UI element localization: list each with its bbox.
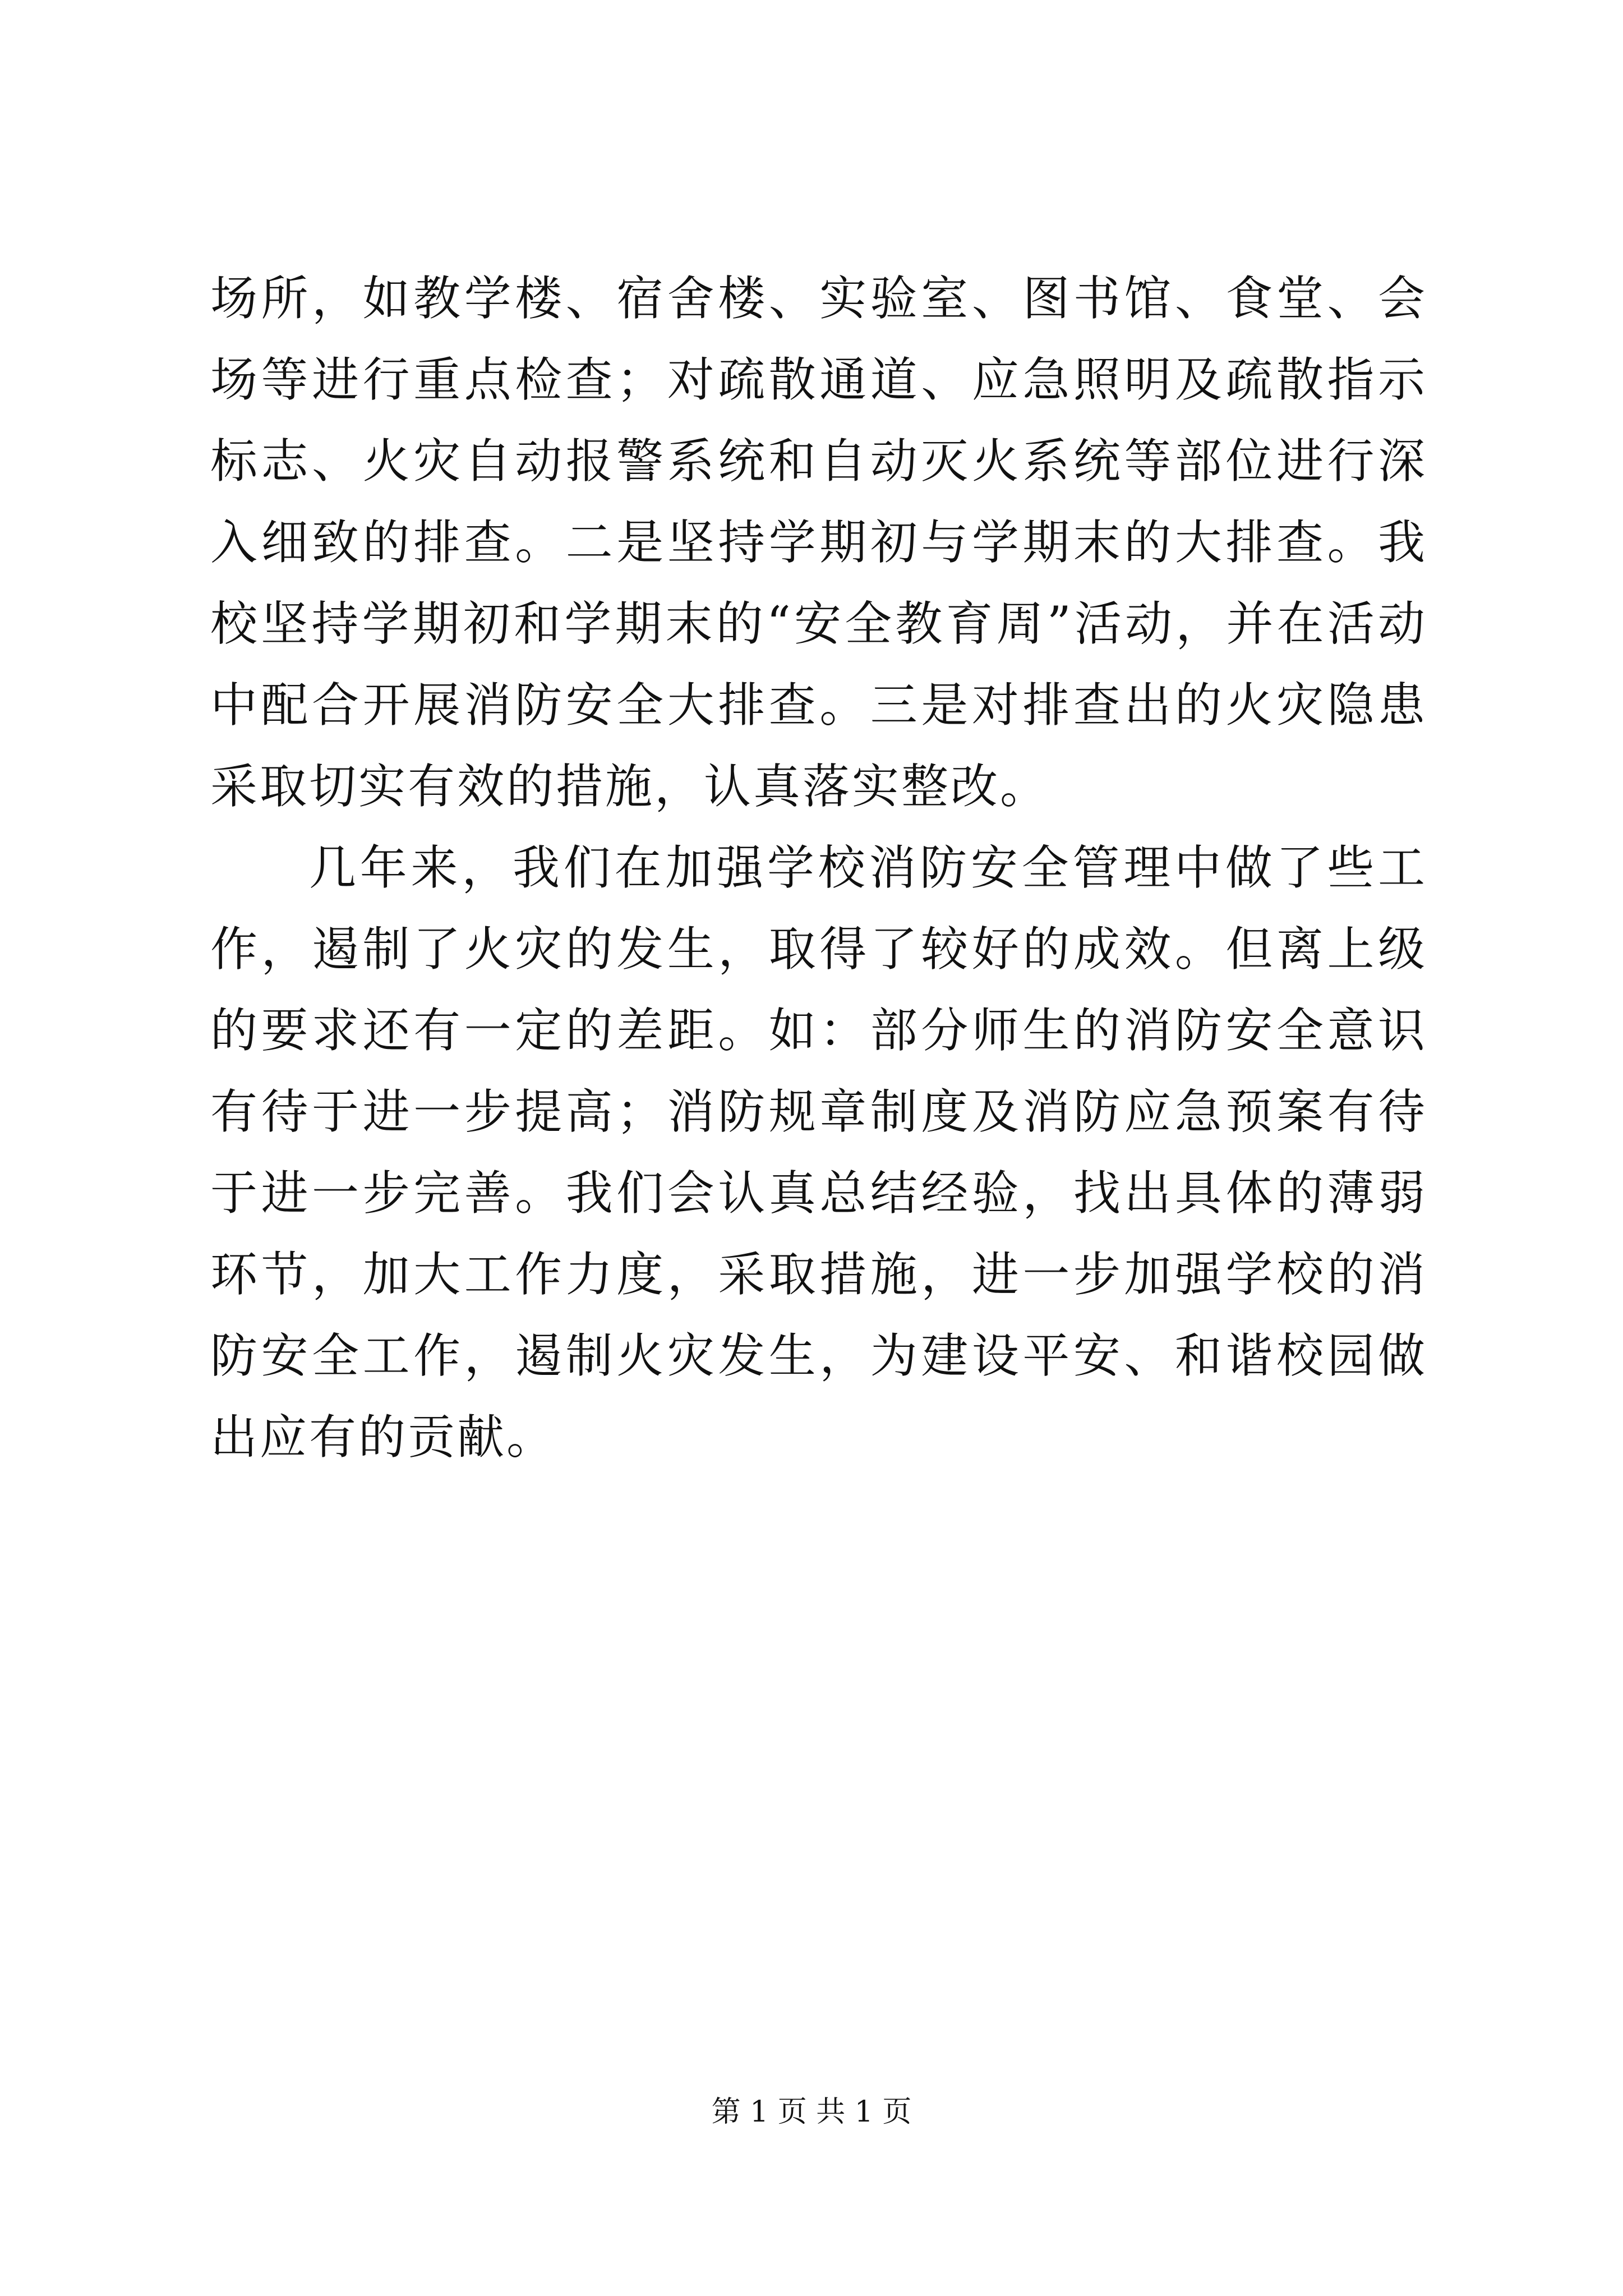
paragraph-continuation: 场所，如教学楼、宿舍楼、实验室、图书馆、食堂、会场等进行重点检查；对疏散通道、应急照明及疏散指示标志、火灾自动报警系统和自动灭火系统等部位进行深入细致的排查。二是坚持学期初与学期末的大排查。我校坚持学期初和学期末的“安全教育周”活动，并在活动中配合开展消防安全大排查。三是对排查出的火灾隐患采取切实有效的措施，认真落实整改。 xyxy=(210,271,1427,814)
page-footer: 第 1 页 共 1 页 xyxy=(711,2095,912,2129)
document-body xyxy=(210,258,1427,1478)
paragraph-summary: 几年来，我们在加强学校消防安全管理中做了些工作，遏制了火灾的发生，取得了较好的成效。但离上级的要求还有一定的差距。如：部分师生的消防安全意识有待于进一步提高；消防规章制度及消防应急预案有待于进一步完善。我们会认真总结经验，找出具体的薄弱环节，加大工作力度，采取措施，进一步加强学校的消防安全工作，遏制火灾发生，为建设平安、和谐校园做出应有的贡献。 xyxy=(210,840,1427,1465)
